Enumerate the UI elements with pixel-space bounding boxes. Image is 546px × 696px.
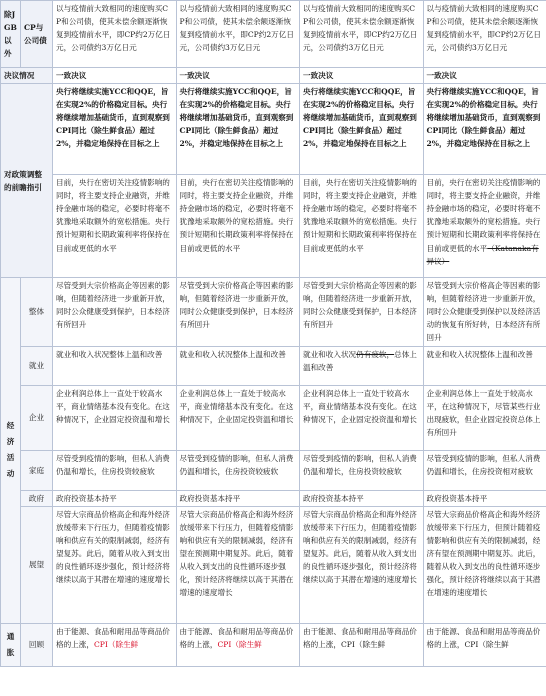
review-text-4: 由于能源、食品和耐用品等商品价格的上涨， xyxy=(426,626,541,649)
policy-rate-cell-1: 目前，央行在密切关注疫情影响的同时，将主要支持企业融资，并维持金融市场的稳定，必要时将毫不犹豫地采取额外的宽松措施。央行预计短期和长期政策利率将保持在目前或更低的水平 xyxy=(53,175,177,278)
policy-guidance-row-2 xyxy=(1,175,546,278)
policy-rate-cell-4 xyxy=(423,175,546,278)
household-cell-4: 尽管受到疫情的影响，但私人消费仍温和增长，住房投资相对疲软 xyxy=(423,450,546,490)
econ-employment-row xyxy=(1,346,546,385)
decision-cell-1: 一致决议 xyxy=(53,68,177,84)
inflation-review-row xyxy=(1,623,546,666)
review-text-3: 由于能源、食品和耐用品等商品价格的上涨， xyxy=(303,626,417,649)
cp-corporate-bond-label: CP与公司债 xyxy=(21,1,53,68)
household-cell-1: 尽管受到疫情的影响，但私人消费仍温和增长，住房投资较疲软 xyxy=(53,450,177,490)
cp-cell-3: 以与疫情前大致相同的速度购买CP和公司债，使其未偿余额逐渐恢复到疫情前水平，即CP约2万亿日元，公司债约3万亿日元 xyxy=(300,1,424,68)
decision-cell-3: 一致决议 xyxy=(300,68,424,84)
overall-cell-1: 尽管受到大宗价格高企等因素的影响，但随着经济进一步重新开放，同时公众健康受到保护，日本经济有所回升 xyxy=(53,278,177,346)
decision-row xyxy=(1,68,546,84)
econ-enterprise-row xyxy=(1,385,546,450)
review-cell-4 xyxy=(423,623,546,666)
policy-guidance-row-1 xyxy=(1,84,546,175)
government-cell-3: 政府投资基本持平 xyxy=(300,490,424,506)
outlook-cell-3: 尽管大宗商品价格高企和海外经济放缓带来下行压力，但随着疫情影响和供应有关的限制减弱，经济有望复苏。此后，随着从收入到支出的良性循环逐步强化，预计经济将继续以高于其潜在增速的速度增长 xyxy=(300,506,424,623)
employment-cell-3 xyxy=(300,346,424,385)
econ-outlook-row xyxy=(1,506,546,623)
enterprise-cell-2: 企业利润总体上一直处于较高水平，商业情绪基本没有变化。在这种情况下，企业固定投资温和增长 xyxy=(176,385,300,450)
review-text-1: 由于能源、食品和耐用品等商品价格的上涨， xyxy=(56,626,170,649)
policy-ycc-cell-1: 央行将继续实施YCC和QQE，旨在实现2%的价格稳定目标。央行将继续增加基础货币，直到观察到CPI同比（除生鲜食品）超过2%，并稳定地保持在目标之上 xyxy=(53,84,177,175)
cp-cell-1: 以与疫情前大致相同的速度购买CP和公司债，使其未偿余额逐渐恢复到疫情前水平，即CP约2万亿日元，公司债约3万亿日元 xyxy=(53,1,177,68)
government-label: 政府 xyxy=(21,490,53,506)
review-text-2: 由于能源、食品和耐用品等商品价格的上涨， xyxy=(179,626,294,649)
overall-cell-2: 尽管受到大宗价格高企等因素的影响，但随着经济进一步重新开放，同时公众健康受到保护，日本经济有所回升 xyxy=(176,278,300,346)
overall-cell-4: 尽管受到大宗价格高企等因素的影响，但随着经济进一步重新开放，同时公众健康受到保护以及经济活动的恢复有所好转，日本经济有所回升 xyxy=(423,278,546,346)
outlook-cell-1: 尽管大宗商品价格高企和海外经济放缓带来下行压力，但随着疫情影响和供应有关的限制减弱，经济有望复苏。此后，随着从收入到支出的良性循环逐步强化，预计经济将继续以高于其潜在增速的速度增长 xyxy=(53,506,177,623)
outlook-cell-4: 尽管大宗商品价格高企和海外经济放缓带来下行压力，但预计随着疫情影响和供应有关的限制减弱，经济有望在预测期中期复苏。此后，随着从收入到支出的良性循环逐步强化，预计经济将继续以高于其潜在增速的速度增长 xyxy=(423,506,546,623)
review-cell-1 xyxy=(53,623,177,666)
cpi-red-text-2: CPI（除生鲜 xyxy=(217,639,262,649)
government-cell-1: 政府投资基本持平 xyxy=(53,490,177,506)
review-label: 回顾 xyxy=(21,623,53,666)
government-cell-2: 政府投资基本持平 xyxy=(176,490,300,506)
policy-ycc-cell-3: 央行将继续实施YCC和QQE，旨在实现2%的价格稳定目标。央行将继续增加基础货币，直到观察到CPI同比（除生鲜食品）超过2%，并稳定地保持在目标之上 xyxy=(300,84,424,175)
employment-label: 就业 xyxy=(21,346,53,385)
policy-guidance-label: 对政策调整的前瞻指引 xyxy=(1,84,53,278)
cpi-text-4: CPI（除生鲜 xyxy=(464,639,509,649)
employment-cell-3-head: 就业和收入状况 xyxy=(303,349,357,359)
review-cell-2 xyxy=(176,623,300,666)
employment-cell-4: 就业和收入状况整体上温和改善 xyxy=(423,346,546,385)
enterprise-label: 企业 xyxy=(21,385,53,450)
decision-cell-2: 一致决议 xyxy=(176,68,300,84)
government-cell-4: 政府投资基本持平 xyxy=(423,490,546,506)
household-cell-2: 尽管受到疫情的影响，但私人消费仍温和增长，住房投资较疲软 xyxy=(176,450,300,490)
household-cell-3: 尽管受到疫情的影响，但私人消费仍温和增长，住房投资较疲软 xyxy=(300,450,424,490)
policy-ycc-cell-2: 央行将继续实施YCC和QQE，旨在实现2%的价格稳定目标。央行将继续增加基础货币，直到观察到CPI同比（除生鲜食品）超过2%，并稳定地保持在目标之上 xyxy=(176,84,300,175)
policy-rate-text-4: 目前，央行在密切关注疫情影响的同时，将主要支持企业融资，并维持金融市场的稳定，必要时将毫不犹豫地采取额外的宽松措施。央行预计短期和长期政策利率将保持在目前或更低的水平 xyxy=(426,178,541,253)
decision-cell-4: 一致决议 xyxy=(423,68,546,84)
cp-cell-2: 以与疫情前大致相同的速度购买CP和公司债，使其未偿余额逐渐恢复到疫情前水平，即CP约2万亿日元，公司债约3万亿日元 xyxy=(176,1,300,68)
policy-rate-cell-2: 目前，央行在密切关注疫情影响的同时，将主要支持企业融资，并维持金融市场的稳定，必要时将毫不犹豫地采取额外的宽松措施。央行预计短期和长期政策利率将保持在目前或更低的水平 xyxy=(176,175,300,278)
enterprise-cell-4: 企业利润总体上一直处于较高水平，在这种情况下，尽管某些行业出现疲软，但企业固定投资总体上有所回升 xyxy=(423,385,546,450)
household-label: 家庭 xyxy=(21,450,53,490)
employment-cell-2: 就业和收入状况整体上温和改善 xyxy=(176,346,300,385)
cp-cell-4: 以与疫情前大致相同的速度购买CP和公司债，使其未偿余额逐渐恢复到疫情前水平，即CP约2万亿日元，公司债约3万亿日元 xyxy=(423,1,546,68)
cpi-text-3: CPI（除生鲜 xyxy=(340,639,386,649)
employment-cell-1: 就业和收入状况整体上温和改善 xyxy=(53,346,177,385)
cpi-red-text-1: CPI（除生鲜 xyxy=(93,639,139,649)
outlook-cell-2: 尽管大宗商品价格高企和海外经济放缓带来下行压力，但随着疫情影响和供应有关的限制减弱，经济有望在预测期中期复苏。此后，随着从收入到支出的良性循环逐步强化，预计经济将继续以高于其潜在增速的速度增长 xyxy=(176,506,300,623)
econ-household-row xyxy=(1,450,546,490)
cp-corporate-bond-row xyxy=(1,1,546,68)
katanaka-dissent-struck: （Katanaka有异议） xyxy=(426,243,539,266)
overall-label: 整体 xyxy=(21,278,53,346)
review-cell-3 xyxy=(300,623,424,666)
employment-cell-3-tail: 总体上温和改善 xyxy=(303,349,417,372)
inflation-label: 通胀 xyxy=(1,623,21,666)
non-jgb-label: 除JGB以外 xyxy=(1,1,21,68)
enterprise-cell-1: 企业利润总体上一直处于较高水平，商业情绪基本没有变化。在这种情况下，企业固定投资温和增长 xyxy=(53,385,177,450)
econ-activity-label: 经济活动 xyxy=(1,278,21,624)
econ-government-row xyxy=(1,490,546,506)
decision-label: 决议情况 xyxy=(1,68,53,84)
policy-ycc-cell-4: 央行将继续实施YCC和QQE，旨在实现2%的价格稳定目标。央行将继续增加基础货币，直到观察到CPI同比（除生鲜食品）超过2%，并稳定地保持在目标之上 xyxy=(423,84,546,175)
policy-rate-cell-3: 目前，央行在密切关注疫情影响的同时，将主要支持企业融资，并维持金融市场的稳定，必要时将毫不犹豫地采取额外的宽松措施。央行预计短期和长期政策利率将保持在目前或更低的水平 xyxy=(300,175,424,278)
enterprise-cell-3: 企业利润总体上一直处于较高水平，商业情绪基本没有变化。在这种情况下，企业固定投资温和增长 xyxy=(300,385,424,450)
employment-cell-3-struck: 仍有疲软， xyxy=(356,349,395,359)
overall-cell-3: 尽管受到大宗价格高企等因素的影响，但随着经济进一步重新开放，同时公众健康受到保护，日本经济有所回升 xyxy=(300,278,424,346)
outlook-label: 展望 xyxy=(21,506,53,623)
econ-overall-row xyxy=(1,278,546,346)
